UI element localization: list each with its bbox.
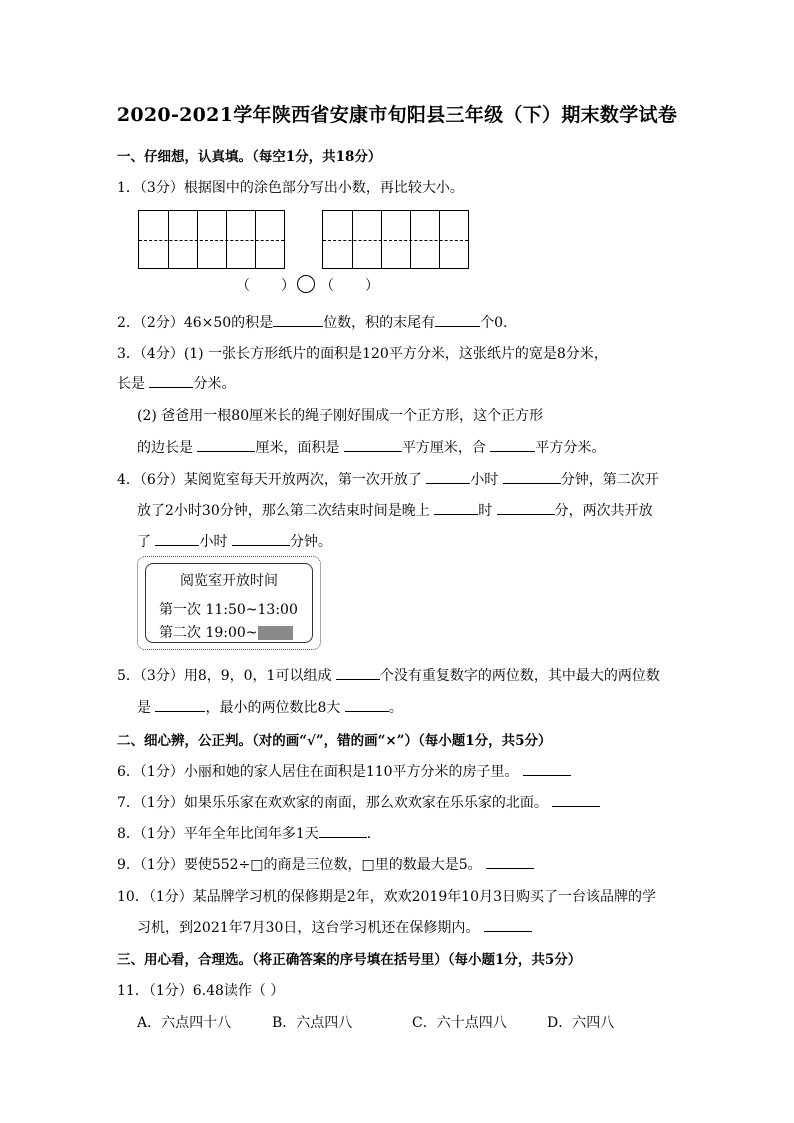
question-1: 1．（3分）根据图中的涂色部分写出小数，再比较大小。 — [117, 180, 464, 196]
answer-blank[interactable] — [155, 531, 199, 546]
answer-blank[interactable] — [232, 531, 290, 546]
answer-blank[interactable] — [486, 854, 534, 869]
page-title: 2020-2021学年陕西省安康市旬阳县三年级（下）期末数学试卷 — [116, 104, 678, 126]
question-3-line-2: 长是 分米。 — [117, 373, 235, 393]
question-6: 6．（1分）小丽和她的家人居住在面积是110平方分米的房子里。 — [117, 761, 571, 781]
answer-blank[interactable] — [523, 761, 571, 776]
option-c[interactable]: C．六十点四八 — [412, 1015, 507, 1031]
question-3-line-4: 的边长是 厘米，面积是 平方厘米，合 平方分米。 — [137, 437, 605, 457]
answer-blank[interactable] — [155, 697, 205, 712]
answer-blank[interactable] — [484, 917, 532, 932]
answer-blank[interactable] — [426, 469, 470, 484]
answer-blank[interactable] — [197, 437, 255, 452]
question-2: 2．（2分）46×50的积是 位数，积的末尾有 个0． — [117, 312, 517, 332]
question-9: 9．（1分）要使552÷□的商是三位数，□里的数最大是5。 — [117, 854, 534, 874]
answer-blank[interactable] — [434, 500, 478, 515]
section-1-heading: 一、仔细想，认真填。（每空1分，共18分） — [117, 149, 382, 165]
question-4-line-1: 4．（6分）某阅览室每天开放两次，第一次开放了 小时 分钟，第二次开 — [117, 469, 659, 489]
answer-blank[interactable] — [552, 792, 600, 807]
notice-row-second: 第二次 19:00~ — [159, 622, 293, 642]
section-2-heading: 二、细心辨，公正判。（对的画“√”，错的画“×”）（每小题1分，共5分） — [117, 733, 552, 749]
decimal-grid-left — [138, 210, 285, 269]
notice-title: 阅览室开放时间 — [180, 573, 278, 589]
answer-blank[interactable] — [336, 665, 380, 680]
answer-blank[interactable] — [345, 697, 389, 712]
option-b[interactable]: B．六点四八 — [272, 1015, 353, 1031]
hidden-end-time — [258, 626, 293, 640]
answer-paren-left-open: （ — [236, 278, 250, 294]
question-8: 8．（1分）平年全年比闰年多1天 ． — [117, 823, 381, 843]
answer-paren-right-close: ） — [365, 278, 379, 294]
question-7: 7．（1分）如果乐乐家在欢欢家的南面，那么欢欢家在乐乐家的北面。 — [117, 792, 600, 812]
question-4-line-3: 了 小时 分钟。 — [137, 531, 332, 551]
option-a[interactable]: A．六点四十八 — [137, 1015, 232, 1031]
answer-blank[interactable] — [319, 823, 367, 838]
answer-blank[interactable] — [503, 469, 561, 484]
decimal-grid-right — [322, 210, 469, 269]
question-11: 11．（1分）6.48读作（ ） — [117, 983, 285, 999]
notice-row-first: 第一次 11:50~13:00 — [159, 602, 298, 618]
answer-blank[interactable] — [497, 500, 555, 515]
answer-blank[interactable] — [273, 312, 323, 327]
question-3-line-1: 3．（4分）(1) 一张长方形纸片的面积是120平方分米，这张纸片的宽是8分米， — [117, 346, 608, 362]
answer-blank[interactable] — [490, 437, 535, 452]
answer-blank[interactable] — [344, 437, 402, 452]
answer-paren-left-close: ） — [281, 278, 295, 294]
question-5-line-2: 是 ，最小的两位数比8大 。 — [137, 697, 403, 717]
answer-blank[interactable] — [149, 373, 193, 388]
answer-paren-right-open: （ — [320, 278, 334, 294]
question-11-options — [137, 1012, 614, 1032]
question-10-line-2: 习机，到2021年7月30日，这台学习机还在保修期内。 — [137, 917, 532, 937]
answer-blank[interactable] — [435, 312, 480, 327]
section-3-heading: 三、用心看，合理选。（将正确答案的序号填在括号里）（每小题1分，共5分） — [117, 952, 582, 968]
question-4-line-2: 放了2小时30分钟，那么第二次结束时间是晚上 时 分，两次共开放 — [137, 500, 653, 520]
option-d[interactable]: D．六四八 — [547, 1015, 615, 1031]
question-10-line-1: 10．（1分）某品牌学习机的保修期是2年，欢欢2019年10月3日购买了一台该品牌的学 — [117, 889, 656, 905]
question-5-line-1: 5．（3分）用8，9，0，1可以组成 个没有重复数字的两位数，其中最大的两位数 — [117, 665, 660, 685]
compare-circle[interactable] — [297, 275, 315, 293]
question-3-line-3: (2) 爸爸用一根80厘米长的绳子刚好围成一个正方形，这个正方形 — [137, 408, 544, 424]
